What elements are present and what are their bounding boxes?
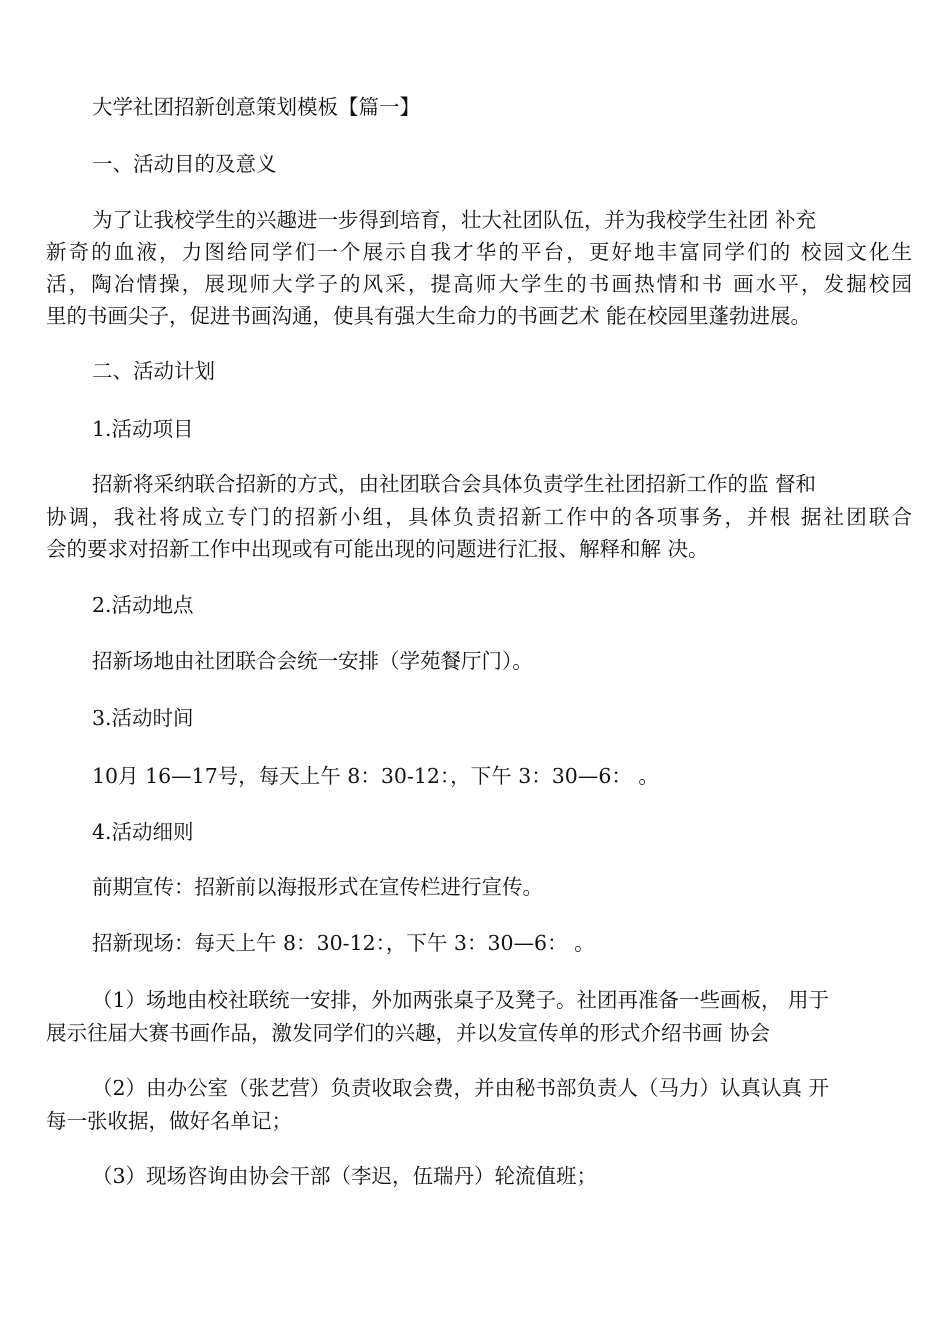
section1-paragraph-line-2: 新奇的血液，力图给同学们一个展示自我才华的平台，更好地丰富同学们的 校园文化生	[46, 240, 912, 264]
item1-paragraph-line-2: 协调，我社将成立专门的招新小组，具体负责招新工作中的各项事务，并根 据社团联合	[46, 505, 912, 529]
detail2-line-1: （2）由办公室（张艺营）负责收取会费，并由秘书部负责人（马力）认真认真 开	[92, 1076, 830, 1100]
section1-paragraph-line-3: 活，陶冶情操，展现师大学子的风采，提高师大学生的书画热情和书 画水平，发掘校园	[46, 272, 912, 296]
detail1-line-1: （1）场地由校社联统一安排，外加两张桌子及凳子。社团再准备一些画板， 用于	[92, 988, 830, 1012]
item3-text: 10月 16—17号，每天上午 8：30-12：，下午 3：30—6： 。	[92, 764, 659, 788]
item4-heading: 4.活动细则	[92, 820, 194, 844]
item1-heading: 1.活动项目	[92, 417, 194, 441]
item2-heading: 2.活动地点	[92, 593, 194, 617]
detail3-line: （3）现场咨询由协会干部（李迟，伍瑞丹）轮流值班；	[92, 1164, 598, 1188]
section1-paragraph-line-4: 里的书画尖子，促进书画沟通，使具有强大生命力的书画艺术 能在校园里蓬勃进展。	[46, 304, 812, 328]
detail1-line-2: 展示往届大赛书画作品，激发同学们的兴趣，并以发宣传单的形式介绍书画 协会	[46, 1021, 771, 1045]
detail2-line-2: 每一张收据，做好名单记；	[46, 1109, 292, 1133]
section1-paragraph-line-1: 为了让我校学生的兴趣进一步得到培育，壮大社团队伍，并为我校学生社团 补充	[92, 208, 817, 232]
item4-publicity: 前期宣传：招新前以海报形式在宣传栏进行宣传。	[92, 875, 543, 899]
section1-heading: 一、活动目的及意义	[92, 152, 277, 176]
item3-heading: 3.活动时间	[92, 706, 194, 730]
item4-onsite: 招新现场：每天上午 8：30-12：，下午 3：30—6： 。	[92, 931, 595, 955]
item2-text: 招新场地由社团联合会统一安排（学苑餐厅门）。	[92, 649, 533, 673]
item1-paragraph-line-3: 会的要求对招新工作中出现或有可能出现的问题进行汇报、解释和解 决。	[46, 537, 709, 561]
item1-paragraph-line-1: 招新将采纳联合招新的方式，由社团联合会具体负责学生社团招新工作的监 督和	[92, 472, 817, 496]
section2-heading: 二、活动计划	[92, 359, 215, 383]
document-title: 大学社团招新创意策划模板【篇一】	[92, 95, 420, 119]
